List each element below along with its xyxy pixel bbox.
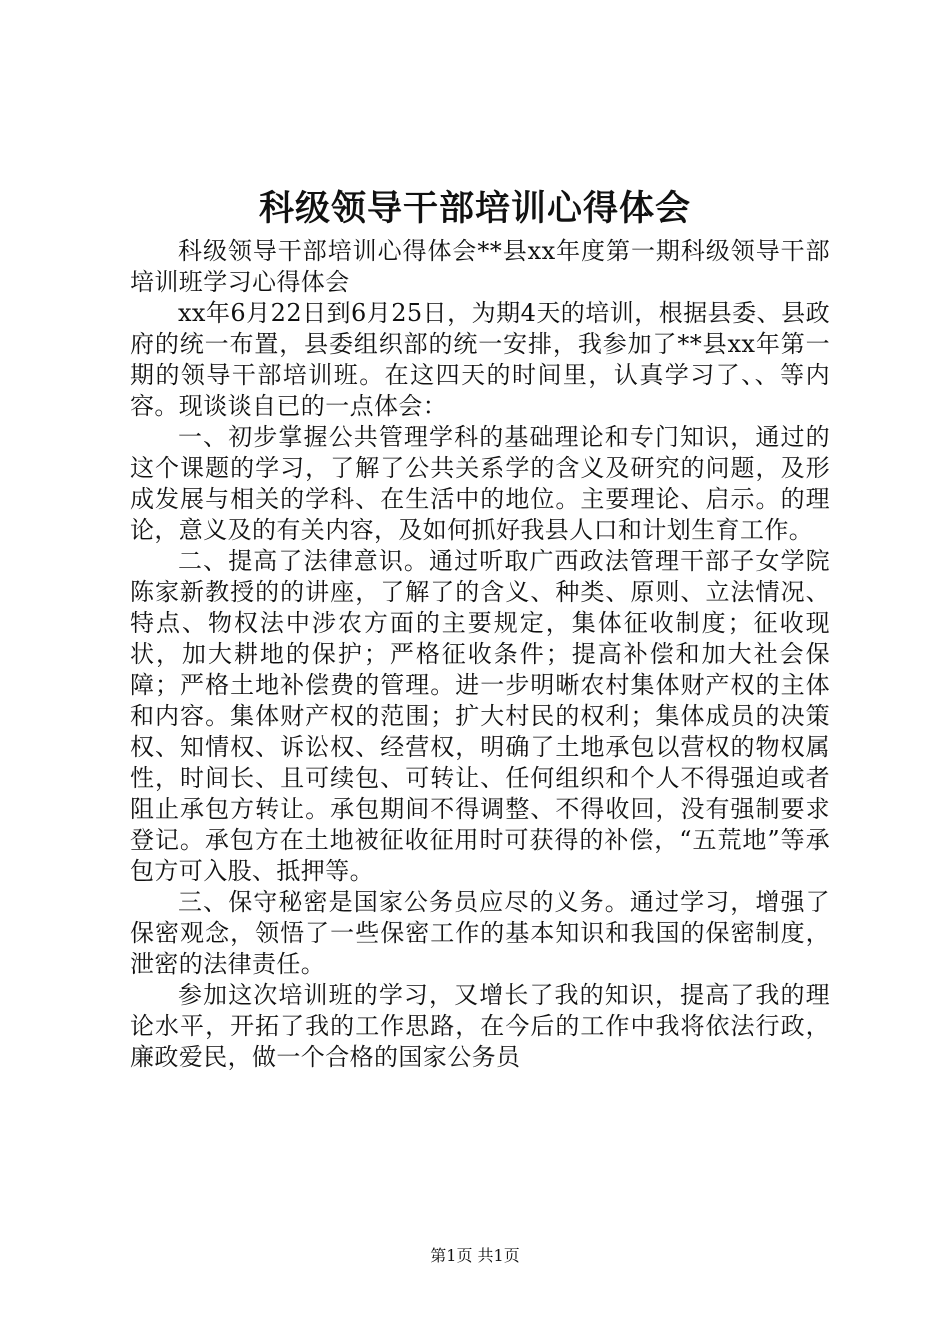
page-number: 第1页 共1页 xyxy=(430,1246,520,1265)
document-title: 科级领导干部培训心得体会 xyxy=(258,188,691,229)
paragraph-intro: 科级领导干部培训心得体会**县xx年度第一期科级领导干部培训班学习心得体会 xyxy=(130,237,830,296)
document-body xyxy=(130,236,830,1073)
paragraph-point-one: 一、初步掌握公共管理学科的基础理论和专门知识，通过的这个课题的学习，了解了公共关系学的含义及研究的问题，及形成发展与相关的学科、在生活中的地位。主要理论、启示。的理论，意义及的有关内容，及如何抓好我县人口和计划生育工作。 xyxy=(130,423,830,544)
paragraph-point-two: 二、提高了法律意识。通过听取广西政法管理干部子女学院陈家新教授的的讲座，了解了的含义、种类、原则、立法情况、特点、物权法中涉农方面的主要规定，集体征收制度；征收现状，加大耕地的保护；严格征收条件；提高补偿和加大社会保障；严格土地补偿费的管理。进一步明晰农村集体财产权的主体和内容。集体财产权的范围；扩大村民的权利；集体成员的决策权、知情权、诉讼权、经营权，明确了土地承包以营权的物权属性，时间长、且可续包、可转让、任何组织和个人不得强迫或者阻止承包方转让。承包期间不得调整、不得收回，没有强制要求登记。承包方在土地被征收征用时可获得的补偿，“五荒地”等承包方可入股、抵押等。 xyxy=(130,547,830,885)
paragraph-conclusion: 参加这次培训班的学习，又增长了我的知识，提高了我的理论水平，开拓了我的工作思路，在今后的工作中我将依法行政，廉政爱民，做一个合格的国家公务员 xyxy=(130,981,830,1071)
paragraph-point-three: 三、保守秘密是国家公务员应尽的义务。通过学习，增强了保密观念，领悟了一些保密工作的基本知识和我国的保密制度，泄密的法律责任。 xyxy=(130,888,830,978)
paragraph-background: xx年6月22日到6月25日，为期4天的培训，根据县委、县政府的统一布置，县委组织部的统一安排，我参加了**县xx年第一期的领导干部培训班。在这四天的时间里，认真学习了、、等内容。现谈谈自已的一点体会： xyxy=(130,299,830,420)
